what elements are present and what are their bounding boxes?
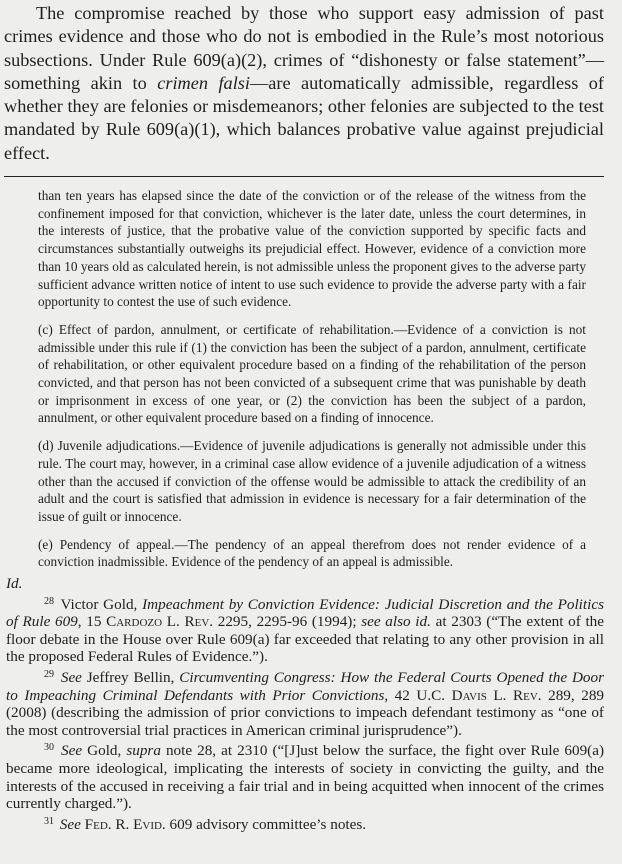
footnote-28: $^{28}$ Victor Gold, Impeachment by Conviction Evidence: Judicial Discretion and the Politics of Rule 609, 15 Cardozo L. Rev. 2295, 2295-96 (1994); see also id. at 2303 (“The extent of the floor debate in the House over Rule 609(a) far exceeded that relating to any other provision in all the proposed Federal Rules of Evidence.”).	[6, 595, 604, 666]
main-body-text	[4, 2, 604, 165]
footnote-30: $^{30}$ See Gold, supra note 28, at 2310 (“[J]ust below the surface, the fight over Rule 609(a) became more ideological, implicating the interests of society in convicting the guilty, and the interests of the accused in receiving a fair trial and in being acquitted when innocent of the crimes currently charged.”).	[6, 742, 605, 813]
footnote-divider	[4, 176, 604, 177]
body-paragraph: The compromise reached by those who support easy admission of past crimes evidence and those who do not is embodied in the Rule’s most notorious subsections. Under Rule 609(a)(2), crimes of “dishonesty or false statement”—something akin to crimen falsi—are automatically admissible, regardless of whether they are felonies or misdemeanors; other felonies are subjected to the test mandated by Rule 609(a)(1), which balances probative value against prejudicial effect.	[4, 3, 605, 163]
article-title: Impeachment by Conviction Evidence: Judicial Discretion and the Politics of Rule 609	[6, 595, 604, 631]
quote-paragraph-juvenile: (d) Juvenile adjudications.—Evidence of juvenile adjudications is generally not admissible under this rule. The court may, however, in a criminal case allow evidence of a juvenile adjudication of a witness other than the accused if conviction of the offense would be admissible to attack the credibility of an adult and the court is satisfied that admission in evidence is necessary for a fair determination of the issue of guilt or innocence.	[38, 438, 586, 524]
footnote-31: $^{31}$ See Fed. R. Evid. 609 advisory committee’s notes.	[44, 815, 367, 833]
crimen-falsi-term: crimen falsi	[157, 72, 250, 93]
quote-paragraph-appeal: (e) Pendency of appeal.—The pendency of an appeal therefrom does not render evidence of a conviction inadmissible. Evidence of the pendency of an appeal is admissible.	[38, 536, 586, 570]
quote-paragraph-time-limit: than ten years has elapsed since the date of the conviction or of the release of the witness from the confinement imposed for that conviction, whichever is the later date, unless the court determines, in the interests of justice, that the probative value of the conviction supported by specific facts and circumstances substantially outweighs its prejudicial effect. However, evidence of a conviction more than 10 years old as calculated herein, is not admissible unless the proponent gives to the adverse party sufficient advance written notice of intent to use such evidence to provide the adverse party with a fair opportunity to contest the use of such evidence.	[38, 188, 586, 310]
footnote-number: 29	[44, 668, 54, 680]
quote-paragraph-pardon: (c) Effect of pardon, annulment, or certificate of rehabilitation.—Evidence of a conviction is not admissible under this rule if (1) the conviction has been the subject of a pardon, annulment, certificate of rehabilitation, or other equivalent procedure based on a finding of the rehabilitation of the person convicted, and that person has not been convicted of a subsequent crime that was punishable by death or imprisonment in excess of one year, or (2) the conviction has been the subject of a pardon, annulment, or other equivalent procedure based on a finding of innocence.	[38, 321, 586, 426]
source-name: Fed. R. Evid.	[80, 815, 166, 833]
footnote-number: 30	[44, 742, 54, 754]
journal-name: Cardozo L. Rev.	[106, 613, 214, 631]
footnote-29: $^{29}$ See Jeffrey Bellin, Circumventing Congress: How the Federal Courts Opened the Door to Impeaching Criminal Defendants with Prior Convictions, 42 U.C. Davis L. Rev. 289, 289 (2008) (describing the admission of prior convictions to impeach defendant testimony as “one of the most controversial trial practices in American criminal jurisprudence”).	[6, 668, 605, 739]
footnotes	[0, 575, 604, 833]
journal-name: Davis L. Rev.	[451, 686, 542, 704]
rule-609-quotation	[38, 187, 586, 571]
footnote-number: 31	[44, 815, 54, 827]
id-citation: Id.	[6, 575, 23, 592]
article-title: Circumventing Congress: How the Federal Courts Opened the Door to Impeaching Criminal Defendants with Prior Convictions	[6, 668, 605, 704]
footnote-number: 28	[44, 595, 54, 607]
